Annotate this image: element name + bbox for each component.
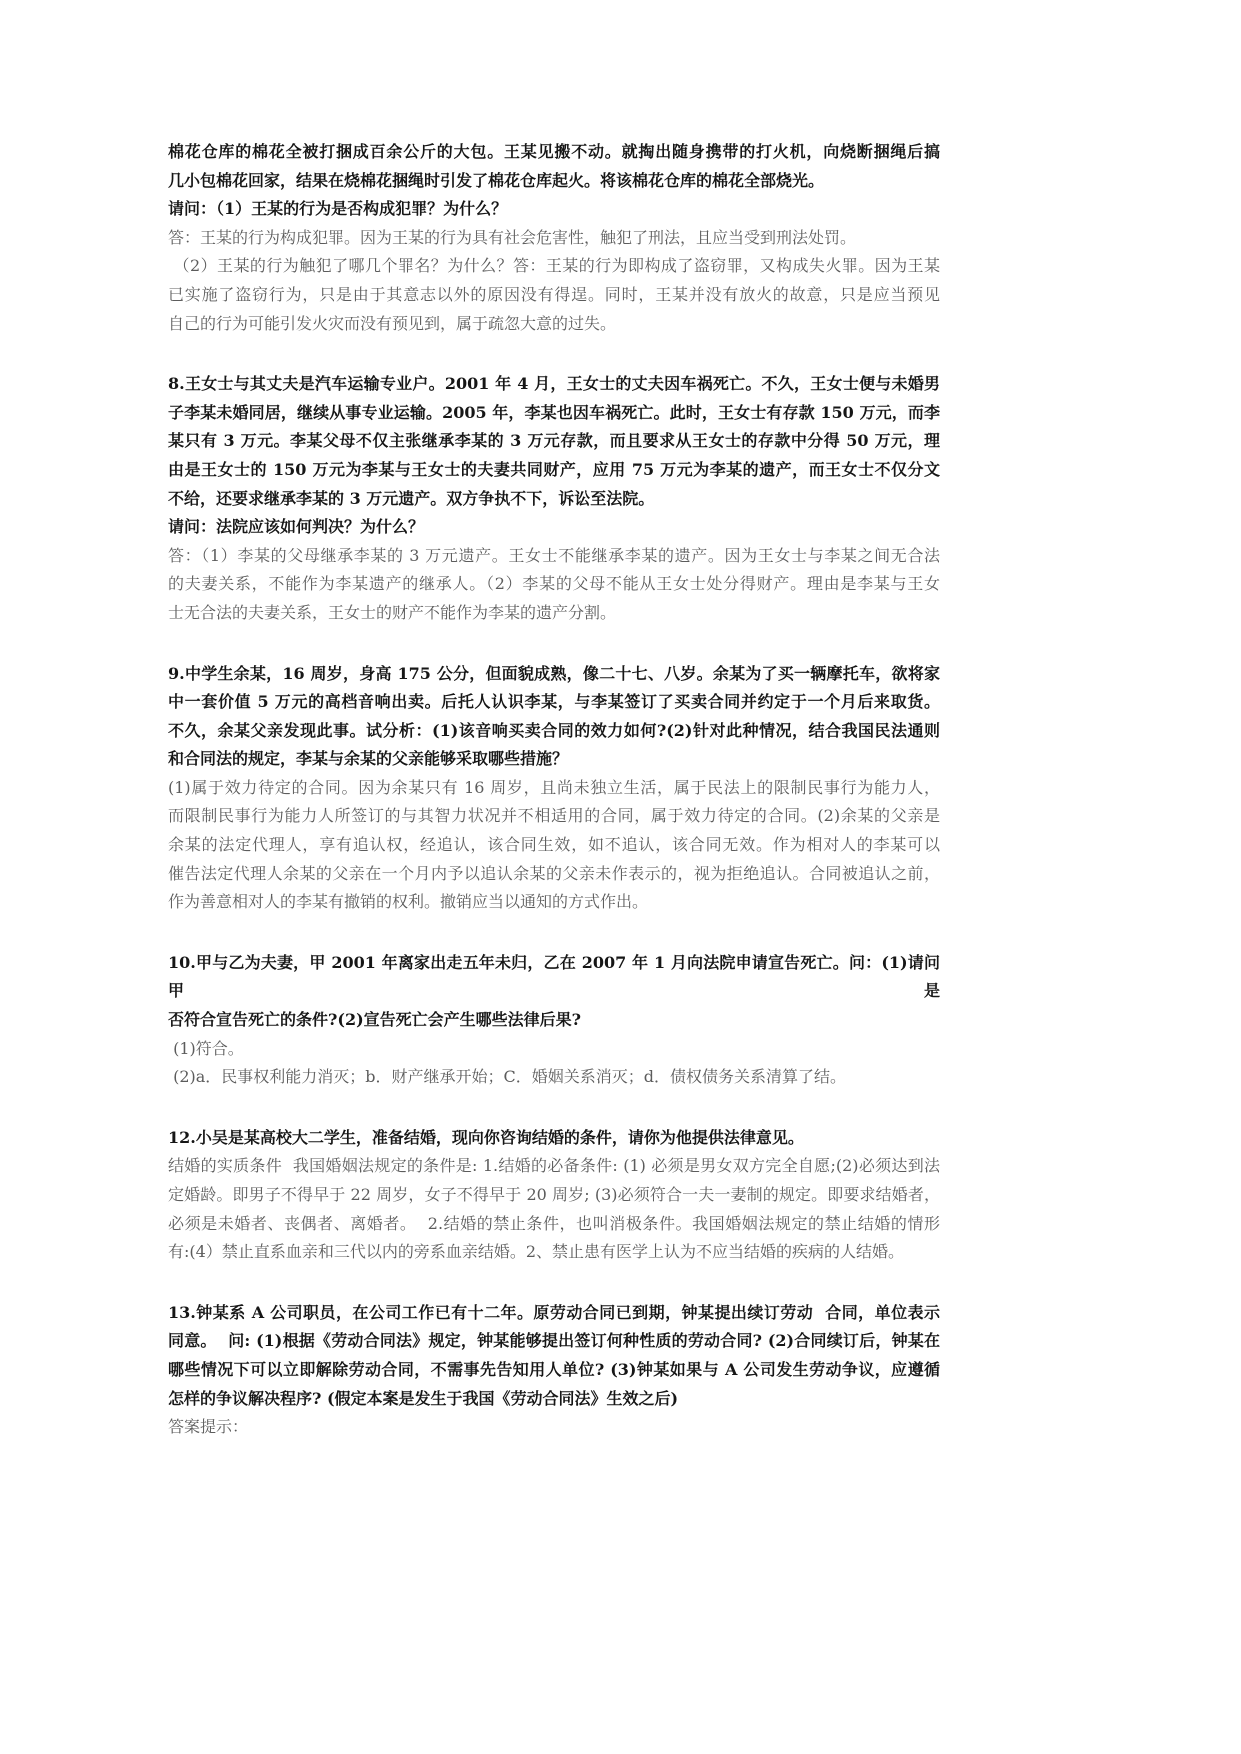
qa-section [168,138,940,338]
question-text-line: 不久，余某父亲发现此事。试分析：(1)该音响买卖合同的效力如何?(2)针对此种情况，结合我国民法通则 [168,720,940,740]
answer-text-line: 的夫妻关系，不能作为李某遗产的继承人。（2）李某的父母不能从王女士处分得财产。理由是李某与王女 [168,574,940,594]
answer-text-line: 结婚的实质条件 我国婚姻法规定的条件是: 1.结婚的必备条件: (1) 必须是男女双方完全自愿;(2)必须达到法 [168,1156,940,1176]
document-body [168,138,940,1442]
qa-section [168,949,940,1092]
answer-text-line: 自己的行为可能引发火灾而没有预见到，属于疏忽大意的过失。 [168,313,617,333]
question-text-line: 否符合宣告死亡的条件?(2)宣告死亡会产生哪些法律后果? [168,1010,582,1030]
question-text-line: 怎样的争议解决程序? (假定本案是发生于我国《劳动合同法》生效之后) [168,1388,679,1408]
answer-paragraph [168,542,940,628]
answer-paragraph [168,1413,940,1442]
qa-section [168,660,940,917]
answer-text-line: (1)符合。 [168,1038,244,1058]
question-text-line: 某只有 3 万元。李某父母不仅主张继承李某的 3 万元存款，而且要求从王女士的存款中分得 50 万元，理 [168,431,940,451]
question-paragraph [168,1124,940,1153]
question-text-line: 请问：法院应该如何判决？为什么？ [168,517,425,537]
question-paragraph [168,1299,940,1413]
question-paragraph [168,660,940,774]
question-text-line: 哪些情况下可以立即解除劳动合同，不需事先告知用人单位? (3)钟某如果与 A 公司发生劳动争议，应遵循 [168,1359,940,1379]
answer-text-line: 答：王某的行为构成犯罪。因为王某的行为具有社会危害性，触犯了刑法，且应当受到刑法处罚。 [168,227,857,247]
question-paragraph [168,949,940,1035]
question-text-line: 12.小吴是某高校大二学生，准备结婚，现向你咨询结婚的条件，请你为他提供法律意见。 [168,1127,804,1147]
answer-paragraph [168,774,940,917]
answer-paragraph [168,1152,940,1266]
question-paragraph [168,138,940,195]
answer-text-line: 答案提示： [168,1417,249,1437]
question-text-line: 不给，还要求继承李某的 3 万元遗产。双方争执不下，诉讼至法院。 [168,488,655,508]
question-text-line: 和合同法的规定，李某与余某的父亲能够采取哪些措施？ [168,749,569,769]
answer-text-line: 作为善意相对人的李某有撤销的权利。撤销应当以通知的方式作出。 [168,892,649,912]
qa-section [168,370,940,627]
question-paragraph [168,513,940,542]
question-text-line: 同意。 问: (1)根据《劳动合同法》规定，钟某能够提出签订何种性质的劳动合同? (2)合同续订后，钟某在 [168,1331,940,1351]
answer-text-line: 有:(4）禁止直系血亲和三代以内的旁系血亲结婚。2、禁止患有医学上认为不应当结婚的疾病的人结婚。 [168,1242,904,1262]
answer-text-line: （2）王某的行为触犯了哪几个罪名？为什么？答：王某的行为即构成了盗窃罪，又构成失火罪。因为王某 [168,256,940,276]
answer-paragraph [168,252,940,338]
qa-section [168,1124,940,1267]
qa-section [168,1299,940,1442]
question-text-line: 中一套价值 5 万元的高档音响出卖。后托人认识李某，与李某签订了买卖合同并约定于一个月后来取货。 [168,692,940,712]
question-text-line: 几小包棉花回家，结果在烧棉花捆绳时引发了棉花仓库起火。将该棉花仓库的棉花全部烧光。 [168,170,825,190]
question-text-line: 棉花仓库的棉花全被打捆成百余公斤的大包。王某见搬不动。就掏出随身携带的打火机，向烧断捆绳后搞 [168,142,940,161]
question-paragraph [168,370,940,513]
question-text-line: 8.王女士与其丈夫是汽车运输专业户。2001 年 4 月，王女士的丈夫因车祸死亡。不久，王女士便与未婚男 [168,374,940,394]
answer-text-line: (1)属于效力待定的合同。因为余某只有 16 周岁，且尚未独立生活，属于民法上的限制民事行为能力人， [168,777,940,797]
answer-paragraph [168,224,940,253]
answer-text-line: 而限制民事行为能力人所签订的与其智力状况并不相适用的合同，属于效力待定的合同。(2)余某的父亲是 [168,806,940,826]
question-paragraph [168,195,940,224]
question-text-line: 子李某未婚同居，继续从事专业运输。2005 年，李某也因车祸死亡。此时，王女士有存款 150 万元，而李 [168,402,940,422]
answer-text-line: 已实施了盗窃行为，只是由于其意志以外的原因没有得逞。同时，王某并没有放火的故意，只是应当预见 [168,284,940,304]
question-text-line: 10.甲与乙为夫妻，甲 2001 年离家出走五年未归，乙在 2007 年 1 月向法院申请宣告死亡。问：(1)请问甲是 [168,952,940,1001]
answer-text-line: 催告法定代理人余某的父亲在一个月内予以追认余某的父亲未作表示的，视为拒绝追认。合同被追认之前， [168,863,940,883]
answer-text-line: 答：（1）李某的父母继承李某的 3 万元遗产。王女士不能继承李某的遗产。因为王女士与李某之间无合法 [168,545,940,565]
answer-text-line: 定婚龄。即男子不得早于 22 周岁，女子不得早于 20 周岁; (3)必须符合一夫一妻制的规定。即要求结婚者， [168,1185,940,1204]
answer-paragraph [168,1035,940,1064]
question-text-line: 13.钟某系 A 公司职员，在公司工作已有十二年。原劳动合同已到期，钟某提出续订劳动 合同，单位表示 [168,1302,940,1322]
question-text-line: 9.中学生余某，16 周岁，身高 175 公分，但面貌成熟，像二十七、八岁。余某为了买一辆摩托车，欲将家 [168,663,940,683]
answer-text-line: 余某的法定代理人，享有追认权，经追认，该合同生效，如不追认，该合同无效。作为相对人的李某可以 [168,835,940,855]
answer-text-line: 士无合法的夫妻关系，王女士的财产不能作为李某的遗产分割。 [168,602,617,622]
answer-text-line: (2)a．民事权利能力消灭；b．财产继承开始；C．婚姻关系消灭；d．债权债务关系清算了结。 [168,1067,847,1087]
answer-paragraph [168,1063,940,1092]
question-text-line: 由是王女士的 150 万元为李某与王女士的夫妻共同财产，应用 75 万元为李某的遗产，而王女士不仅分文 [168,459,940,479]
answer-text-line: 必须是未婚者、丧偶者、离婚者。 2.结婚的禁止条件，也叫消极条件。我国婚姻法规定的禁止结婚的情形 [168,1213,940,1233]
question-text-line: 请问：（1）王某的行为是否构成犯罪？为什么？ [168,199,508,219]
